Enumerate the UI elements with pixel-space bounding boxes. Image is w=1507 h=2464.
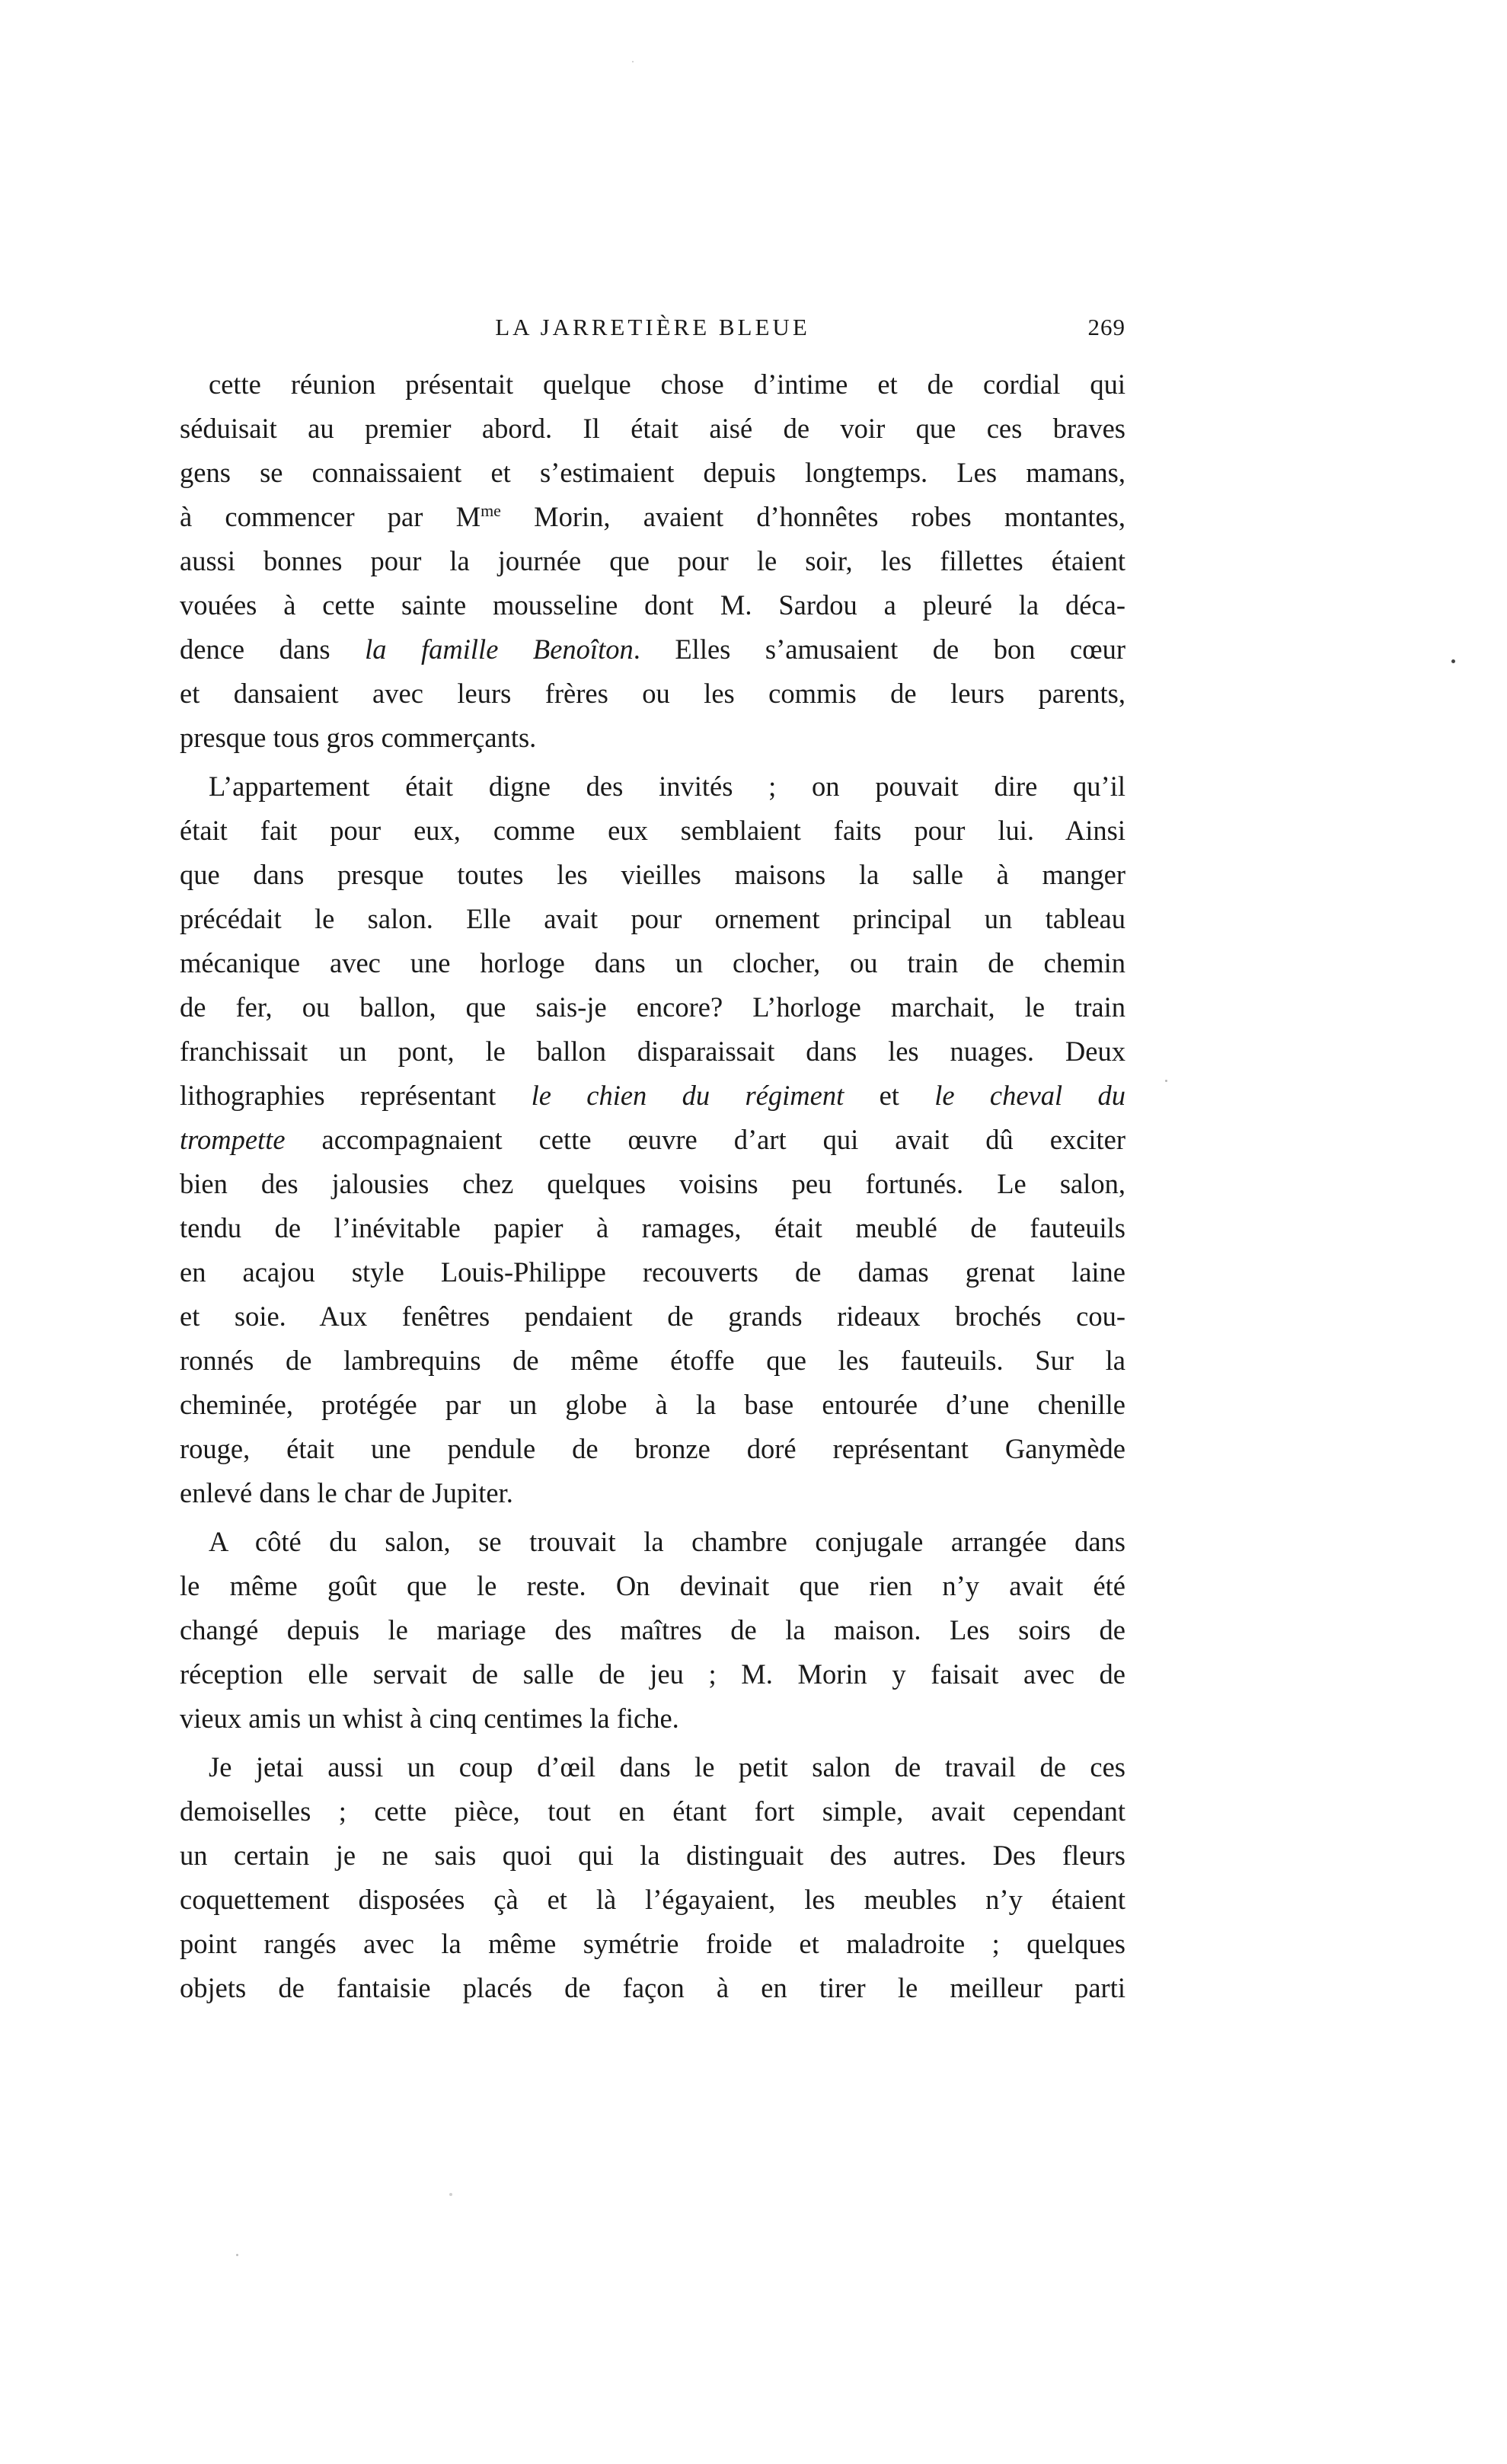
text-run: bien des jalousies chez quelques voisins peu fortunés. Le salon, xyxy=(180,1168,1125,1199)
text-line xyxy=(180,1789,1125,1834)
text-line xyxy=(180,716,1125,760)
paragraph xyxy=(180,362,1125,760)
text-line xyxy=(180,495,1125,539)
text-run: tendu de l’inévitable papier à ramages, était meublé de fauteuils xyxy=(180,1212,1125,1243)
text-run: en acajou style Louis-Philippe recouverts de damas grenat laine xyxy=(180,1256,1125,1288)
text-line xyxy=(180,1745,1125,1789)
text-run: le même goût que le reste. On devinait que rien n’y avait été xyxy=(180,1570,1125,1601)
italic-title: trompette xyxy=(180,1124,286,1155)
text-run: Je jetai aussi un coup d’œil dans le petit salon de travail de ces xyxy=(209,1751,1125,1783)
book-page xyxy=(180,303,1125,2010)
scan-speck xyxy=(632,61,634,62)
paragraph xyxy=(180,764,1125,1515)
page-number: 269 xyxy=(1087,314,1125,340)
text-run: lithographies représentant xyxy=(180,1080,532,1111)
text-run: objets de fantaisie placés de façon à en tirer le meilleur parti xyxy=(180,1972,1125,2003)
text-run: vouées à cette sainte mousseline dont M. Sardou a pleuré la déca- xyxy=(180,589,1125,621)
text-run: Morin, avaient d’honnêtes robes montantes, xyxy=(500,501,1126,532)
text-line xyxy=(180,1074,1125,1118)
text-run: et dansaient avec leurs frères ou les commis de leurs parents, xyxy=(180,678,1125,709)
text-line xyxy=(180,1696,1125,1741)
text-run: gens se connaissaient et s’estimaient depuis longtemps. Les mamans, xyxy=(180,457,1125,488)
text-line xyxy=(180,1922,1125,1966)
text-run: L’appartement était digne des invités ; on pouvait dire qu’il xyxy=(209,771,1125,802)
scan-speck xyxy=(449,2193,452,2196)
text-line xyxy=(180,1878,1125,1922)
text-line xyxy=(180,1427,1125,1471)
text-run: et xyxy=(844,1080,935,1111)
text-run: de fer, ou ballon, que sais-je encore? L’horloge marchait, le train xyxy=(180,991,1125,1023)
text-run: cheminée, protégée par un globe à la base entourée d’une chenille xyxy=(180,1389,1125,1420)
text-line xyxy=(180,1608,1125,1652)
running-head xyxy=(180,303,1125,349)
body-text xyxy=(180,362,1125,2010)
text-line xyxy=(180,1520,1125,1564)
text-line xyxy=(180,1652,1125,1696)
text-run: que dans presque toutes les vieilles maisons la salle à manger xyxy=(180,859,1125,890)
text-run: réception elle servait de salle de jeu ; M. Morin y faisait avec de xyxy=(180,1658,1125,1690)
running-title: LA JARRETIÈRE BLEUE xyxy=(495,314,810,340)
italic-title: la famille Benoîton xyxy=(365,634,634,665)
text-run: A côté du salon, se trouvait la chambre conjugale arrangée dans xyxy=(209,1526,1125,1557)
text-line xyxy=(180,1339,1125,1383)
text-run: . Elles s’amusaient de bon cœur xyxy=(633,634,1126,665)
text-line xyxy=(180,1564,1125,1608)
text-line xyxy=(180,853,1125,897)
text-line xyxy=(180,1162,1125,1206)
text-run: enlevé dans le char de Jupiter. xyxy=(180,1477,513,1508)
scan-speck xyxy=(1165,1080,1167,1082)
text-run: était fait pour eux, comme eux semblaient faits pour lui. Ainsi xyxy=(180,815,1125,846)
text-line xyxy=(180,1966,1125,2010)
text-run: à commencer par M xyxy=(180,501,481,532)
text-run: aussi bonnes pour la journée que pour le soir, les fillettes étaient xyxy=(180,545,1125,576)
text-line xyxy=(180,672,1125,716)
text-run: rouge, était une pendule de bronze doré représentant Ganymède xyxy=(180,1433,1125,1464)
italic-title: le cheval du xyxy=(934,1080,1126,1111)
text-run: demoiselles ; cette pièce, tout en étant fort simple, avait cependant xyxy=(180,1795,1125,1827)
text-line xyxy=(180,362,1125,407)
text-run: vieux amis un whist à cinq centimes la fiche. xyxy=(180,1703,679,1734)
scan-speck xyxy=(236,2254,238,2256)
text-line xyxy=(180,583,1125,627)
text-run: cette réunion présentait quelque chose d’intime et de cordial qui xyxy=(209,369,1125,400)
paragraph xyxy=(180,1520,1125,1741)
text-run: changé depuis le mariage des maîtres de la maison. Les soirs de xyxy=(180,1614,1125,1645)
scan-speck xyxy=(1451,659,1455,663)
text-line xyxy=(180,985,1125,1029)
text-run: accompagnaient cette œuvre d’art qui avait dû exciter xyxy=(285,1124,1125,1155)
superscript-abbrev: me xyxy=(481,500,501,520)
text-run: mécanique avec une horloge dans un clocher, ou train de chemin xyxy=(180,947,1125,978)
text-run: un certain je ne sais quoi qui la distinguait des autres. Des fleurs xyxy=(180,1840,1125,1871)
text-run: et soie. Aux fenêtres pendaient de grands rideaux brochés cou- xyxy=(180,1301,1125,1332)
text-line xyxy=(180,1118,1125,1162)
text-run: ronnés de lambrequins de même étoffe que les fauteuils. Sur la xyxy=(180,1345,1125,1376)
text-line xyxy=(180,1471,1125,1515)
text-line xyxy=(180,809,1125,853)
text-line xyxy=(180,627,1125,672)
italic-title: le chien du régiment xyxy=(531,1080,844,1111)
text-run: précédait le salon. Elle avait pour ornement principal un tableau xyxy=(180,903,1125,934)
text-line xyxy=(180,897,1125,941)
text-run: dence dans xyxy=(180,634,366,665)
text-line xyxy=(180,764,1125,809)
text-line xyxy=(180,1834,1125,1878)
text-line xyxy=(180,1206,1125,1250)
text-line xyxy=(180,1250,1125,1294)
text-run: franchissait un pont, le ballon disparaissait dans les nuages. Deux xyxy=(180,1036,1125,1067)
text-run: point rangés avec la même symétrie froide et maladroite ; quelques xyxy=(180,1928,1125,1959)
text-line xyxy=(180,451,1125,495)
text-line xyxy=(180,407,1125,451)
text-line xyxy=(180,1383,1125,1427)
text-run: séduisait au premier abord. Il était aisé de voir que ces braves xyxy=(180,413,1125,444)
text-line xyxy=(180,1029,1125,1074)
text-line xyxy=(180,941,1125,985)
text-run: coquettement disposées çà et là l’égayaient, les meubles n’y étaient xyxy=(180,1884,1125,1915)
text-line xyxy=(180,539,1125,583)
text-run: presque tous gros commerçants. xyxy=(180,722,537,753)
paragraph xyxy=(180,1745,1125,2010)
text-line xyxy=(180,1294,1125,1339)
